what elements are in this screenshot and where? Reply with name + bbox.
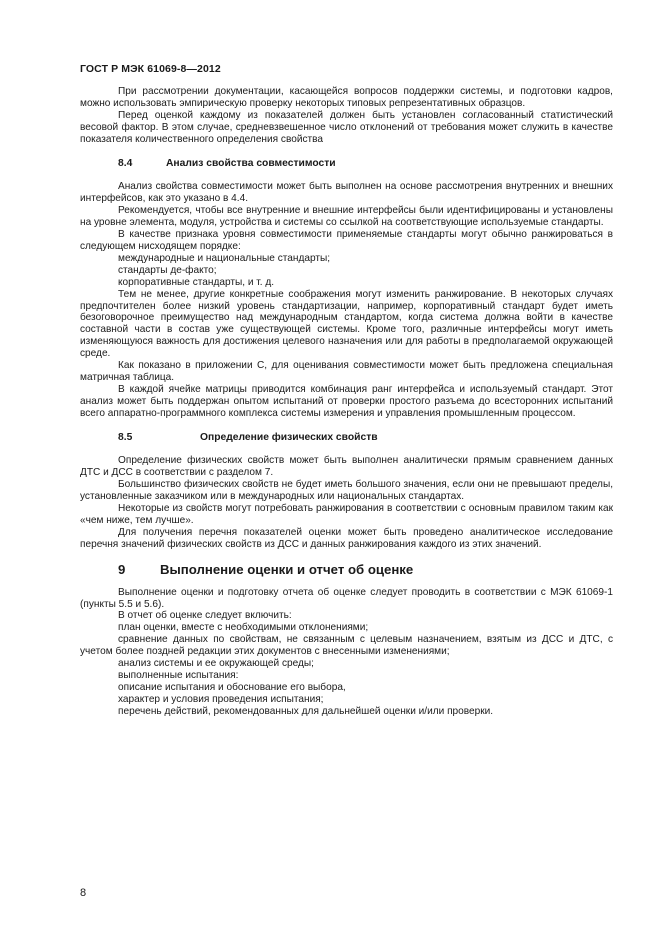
- section-heading-8-5: [80, 432, 613, 444]
- paragraph: Анализ свойства совместимости может быть выполнен на основе рассмотрения внутренних и внешних интерфейсов, как это указано в 4.4.: [80, 181, 613, 205]
- list-item: корпоративные стандарты, и т. д.: [118, 276, 275, 288]
- section-number: 9: [118, 561, 126, 577]
- section-title: Анализ свойства совместимости: [166, 157, 336, 169]
- list-item: описание испытания и обоснование его выбора,: [118, 681, 346, 693]
- paragraph: Некоторые из свойств могут потребовать ранжирования в соответствии с основным правилом таким как «чем ниже, тем лучше».: [80, 503, 613, 526]
- document-header: ГОСТ Р МЭК 61069-8—2012: [80, 63, 221, 75]
- intro-paragraph: При рассмотрении документации, касающейся вопросов поддержки системы, и подготовки кадров, можно использовать эмпирическую проверку некоторых типовых репрезентативных образцов.: [80, 86, 613, 109]
- section-title: Определение физических свойств: [200, 431, 378, 443]
- list-item: выполненные испытания:: [118, 669, 239, 681]
- paragraph: Как показано в приложении С, для оценивания совместимости может быть предложена специальная матричная таблица.: [80, 360, 613, 383]
- paragraph: Определение физических свойств может быть выполнен аналитически прямым сравнением данных ДТС и ДСС в соответствии с разделом 7.: [80, 455, 613, 479]
- paragraph: Выполнение оценки и подготовку отчета об оценке следует проводить в соответствии с МЭК 61069-1 (пункты 5.5 и 5.6).: [80, 586, 613, 610]
- paragraph: В каждой ячейке матрицы приводится комбинация ранг интерфейса и используемый стандарт. Этот анализ может быть поддержан опытом испытаний от проверки простого разъема до всесторонних испытаний всего аппаратно-программного комплекса системы измерения и управления промышленным процессом.: [80, 383, 613, 419]
- list-item: международные и национальные стандарты;: [118, 252, 331, 264]
- list-item: перечень действий, рекомендованных для дальнейшей оценки и/или проверки.: [118, 705, 494, 717]
- section-heading-9: [80, 561, 613, 577]
- list-item: характер и условия проведения испытания;: [118, 693, 324, 705]
- paragraph: Большинство физических свойств не будет иметь большого значения, если они не превышают пределы, установленные заказчиком или в международных или национальных стандартах.: [80, 479, 613, 503]
- section-heading-8-4: [80, 158, 613, 170]
- document-body: [80, 86, 613, 718]
- paragraph: Для получения перечня показателей оценки может быть проведено аналитическое исследование перечня значений физических свойств из ДСС и данных ранжирования каждого из этих значений.: [80, 526, 613, 550]
- paragraph: В качестве признака уровня совместимости применяемые стандарты могут обычно ранжироваться в следующем нисходящем порядке:: [80, 229, 613, 252]
- page-number: 8: [80, 887, 87, 899]
- intro-paragraph: Перед оценкой каждому из показателей должен быть установлен согласованный статистический весовой фактор. В этом случае, средневзвешенное число отклонений от требования может служить в качестве показателя количественного определения свойства: [80, 109, 613, 145]
- paragraph: Тем не менее, другие конкретные соображения могут изменить ранжирование. В некоторых случаях предпочтителен более низкий уровень стандартизации, например, корпоративный стандарт будет иметь безоговорочное преимущество над международным стандартом, когда система должна войти в качестве составной части в состав уже существующей системы. Кроме того, различные интерфейсы могут иметь изменяющуюся важность для достижения целевого назначения или для работы в предполагаемой окружающей среде.: [80, 288, 613, 360]
- list-item: В отчет об оценке следует включить:: [118, 610, 292, 622]
- section-title: Выполнение оценки и отчет об оценке: [160, 561, 414, 577]
- list-item: план оценки, вместе с необходимыми отклонениями;: [118, 622, 369, 634]
- list-item: анализ системы и ее окружающей среды;: [118, 658, 314, 670]
- paragraph: Рекомендуется, чтобы все внутренние и внешние интерфейсы были идентифицированы и установлены на уровне элемента, модуля, устройства и системы со ссылкой на соответствующие используемые стандарты.: [80, 205, 613, 229]
- section-number: 8.4: [118, 157, 133, 169]
- paragraph: сравнение данных по свойствам, не связанным с целевым назначением, взятым из ДСС и ДТС, с учетом более поздней редакции этих документов с внесенными изменениями;: [80, 634, 613, 658]
- list-item: стандарты де-факто;: [118, 264, 217, 276]
- section-number: 8.5: [118, 431, 133, 443]
